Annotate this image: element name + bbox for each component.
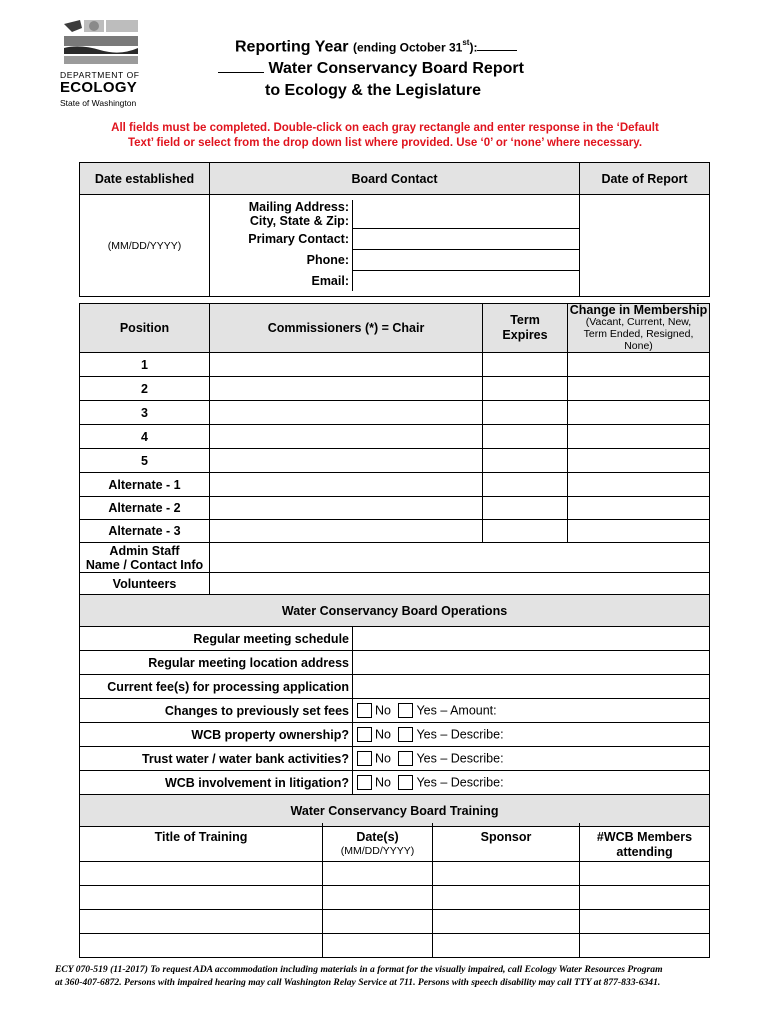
mailing-address-input[interactable]	[353, 200, 580, 228]
dept-line3: State of Washington	[60, 98, 137, 108]
dept-line2: ECOLOGY	[60, 79, 138, 96]
training-members-header	[580, 823, 710, 861]
title-line3: to Ecology & the Legislature	[265, 82, 482, 99]
position-row-4: 4	[80, 425, 210, 449]
property-ownership-options	[353, 723, 710, 747]
instructions-line1: All fields must be completed. Double-click on each gray rectangle and enter response in the ‘Default	[111, 122, 659, 134]
instructions	[60, 121, 710, 151]
position-header: Position	[80, 304, 210, 353]
training-dates-header	[323, 823, 433, 861]
location-input[interactable]	[353, 651, 710, 675]
fee-changes-options	[353, 699, 710, 723]
training-sponsor-input[interactable]	[433, 933, 580, 957]
schedule-input[interactable]	[353, 627, 710, 651]
dates-label: Date(s)	[356, 830, 399, 844]
fee-changes-yes-checkbox[interactable]	[398, 703, 413, 718]
training-members-input[interactable]	[580, 909, 710, 933]
term-input[interactable]	[483, 377, 568, 401]
admin-line2: Name / Contact Info	[85, 557, 204, 572]
training-table	[79, 823, 710, 958]
members-label2: attending	[616, 845, 673, 859]
dept-line1: DEPARTMENT OF	[60, 70, 140, 80]
phone-label: Phone:	[210, 249, 353, 270]
change-input[interactable]	[568, 401, 710, 425]
change-input[interactable]	[568, 520, 710, 543]
schedule-label: Regular meeting schedule	[80, 627, 353, 651]
term-input[interactable]	[483, 497, 568, 520]
position-row-5: 5	[80, 449, 210, 473]
term-input[interactable]	[483, 473, 568, 497]
members-label1: #WCB Members	[596, 830, 693, 844]
training-title-input[interactable]	[80, 885, 323, 909]
commissioner-input[interactable]	[210, 353, 483, 377]
volunteers-label: Volunteers	[80, 573, 210, 595]
no-label: No	[375, 703, 391, 718]
trust-water-label: Trust water / water bank activities?	[80, 747, 353, 771]
training-date-input[interactable]	[323, 885, 433, 909]
dates-format: (MM/DD/YYYY)	[340, 845, 415, 857]
title-close: ):	[469, 40, 478, 55]
training-title-input[interactable]	[80, 861, 323, 885]
date-format-hint: (MM/DD/YYYY)	[107, 239, 182, 252]
training-date-input[interactable]	[323, 933, 433, 957]
board-contact-header: Board Contact	[210, 163, 580, 195]
term-input[interactable]	[483, 425, 568, 449]
no-label: No	[375, 727, 391, 742]
expires-label: Expires	[502, 328, 548, 342]
fees-input[interactable]	[353, 675, 710, 699]
property-ownership-label: WCB property ownership?	[80, 723, 353, 747]
trust-water-yes-checkbox[interactable]	[398, 751, 413, 766]
change-sub2: Term Ended, Resigned, None)	[583, 328, 694, 352]
yes-label: Yes – Describe:	[416, 751, 504, 766]
litigation-options	[353, 771, 710, 795]
property-yes-checkbox[interactable]	[398, 727, 413, 742]
training-sponsor-input[interactable]	[433, 909, 580, 933]
commissioner-input[interactable]	[210, 401, 483, 425]
training-title-header: Title of Training	[80, 823, 323, 861]
litigation-yes-checkbox[interactable]	[398, 775, 413, 790]
term-expires-header	[483, 304, 568, 353]
commissioner-input[interactable]	[210, 425, 483, 449]
location-label: Regular meeting location address	[80, 651, 353, 675]
change-input[interactable]	[568, 449, 710, 473]
training-sponsor-input[interactable]	[433, 885, 580, 909]
ecology-logo	[60, 18, 170, 113]
training-sponsor-header: Sponsor	[433, 823, 580, 861]
footer-line1: ECY 070-519 (11-2017) To request ADA accommodation including materials in a format for the visually impaired, call Ecology Water Resources Program	[55, 964, 663, 975]
change-sub1: (Vacant, Current, New,	[585, 316, 692, 328]
position-row-1: 1	[80, 353, 210, 377]
city-state-zip-text: City, State & Zip:	[249, 214, 349, 228]
primary-contact-input[interactable]	[353, 228, 580, 249]
yes-label: Yes – Amount:	[416, 703, 497, 718]
change-input[interactable]	[568, 377, 710, 401]
members-table	[79, 303, 710, 827]
term-input[interactable]	[483, 401, 568, 425]
title-line1	[235, 38, 517, 56]
date-of-report-header: Date of Report	[580, 163, 710, 195]
term-input[interactable]	[483, 449, 568, 473]
admin-staff-input[interactable]	[210, 543, 710, 573]
operations-header: Water Conservancy Board Operations	[80, 595, 710, 627]
commissioner-input[interactable]	[210, 473, 483, 497]
commissioners-header: Commissioners (*) = Chair	[210, 304, 483, 353]
change-input[interactable]	[568, 473, 710, 497]
change-title: Change in Membership	[569, 303, 708, 317]
term-input[interactable]	[483, 520, 568, 543]
term-input[interactable]	[483, 353, 568, 377]
change-membership-header	[568, 304, 710, 353]
title-paren: (ending October 31	[352, 40, 463, 55]
phone-input[interactable]	[353, 249, 580, 270]
date-established-header: Date established	[80, 163, 210, 195]
training-header: Water Conservancy Board Training	[80, 795, 710, 827]
commissioner-input[interactable]	[210, 497, 483, 520]
fees-label: Current fee(s) for processing application	[80, 675, 353, 699]
training-title-input[interactable]	[80, 909, 323, 933]
training-members-input[interactable]	[580, 885, 710, 909]
position-row-2: 2	[80, 377, 210, 401]
training-members-input[interactable]	[580, 933, 710, 957]
position-row-alt2: Alternate - 2	[80, 497, 210, 520]
mailing-address-label	[210, 200, 353, 228]
date-established-cell[interactable]	[80, 195, 210, 297]
contact-table	[79, 162, 710, 297]
position-row-alt1: Alternate - 1	[80, 473, 210, 497]
commissioner-input[interactable]	[210, 449, 483, 473]
primary-contact-label: Primary Contact:	[210, 228, 353, 249]
training-sponsor-input[interactable]	[433, 861, 580, 885]
board-name-blank[interactable]	[218, 60, 264, 73]
title-sup: st	[462, 38, 470, 47]
title-report-name: Water Conservancy Board Report	[268, 60, 524, 77]
title-main: Reporting Year	[235, 38, 349, 56]
ecology-logo-icon	[60, 18, 140, 66]
footer-line2: at 360-407-6872. Persons with impaired hearing may call Washington Relay Service at 711. Persons with speech disability may call TTY at 877-833-6341.	[55, 977, 661, 988]
no-label: No	[375, 751, 391, 766]
term-label: Term	[510, 313, 540, 327]
title-line2	[218, 60, 524, 78]
litigation-label: WCB involvement in litigation?	[80, 771, 353, 795]
commissioner-input[interactable]	[210, 520, 483, 543]
trust-water-options	[353, 747, 710, 771]
fee-changes-no-checkbox[interactable]	[357, 703, 372, 718]
email-input[interactable]	[353, 270, 580, 291]
date-of-report-cell[interactable]	[580, 195, 710, 297]
commissioner-input[interactable]	[210, 377, 483, 401]
fee-changes-label: Changes to previously set fees	[80, 699, 353, 723]
trust-water-no-checkbox[interactable]	[357, 751, 372, 766]
no-label: No	[375, 775, 391, 790]
email-label: Email:	[210, 270, 353, 291]
footer	[55, 963, 735, 989]
admin-line1: Admin Staff	[109, 543, 180, 558]
change-input[interactable]	[568, 353, 710, 377]
reporting-year-blank[interactable]	[477, 38, 517, 51]
mailing-address-text: Mailing Address:	[248, 200, 349, 214]
instructions-line2: Text’ field or select from the drop down list where provided. Use ‘0’ or ‘none’ where necessary.	[127, 137, 643, 149]
change-input[interactable]	[568, 497, 710, 520]
training-date-input[interactable]	[323, 909, 433, 933]
litigation-no-checkbox[interactable]	[357, 775, 372, 790]
yes-label: Yes – Describe:	[416, 727, 504, 742]
position-row-3: 3	[80, 401, 210, 425]
training-title-input[interactable]	[80, 933, 323, 957]
yes-label: Yes – Describe:	[416, 775, 504, 790]
volunteers-input[interactable]	[210, 573, 710, 595]
change-input[interactable]	[568, 425, 710, 449]
admin-staff-label	[80, 543, 210, 573]
board-contact-fields	[210, 195, 580, 297]
training-date-input[interactable]	[323, 861, 433, 885]
training-members-input[interactable]	[580, 861, 710, 885]
position-row-alt3: Alternate - 3	[80, 520, 210, 543]
property-no-checkbox[interactable]	[357, 727, 372, 742]
